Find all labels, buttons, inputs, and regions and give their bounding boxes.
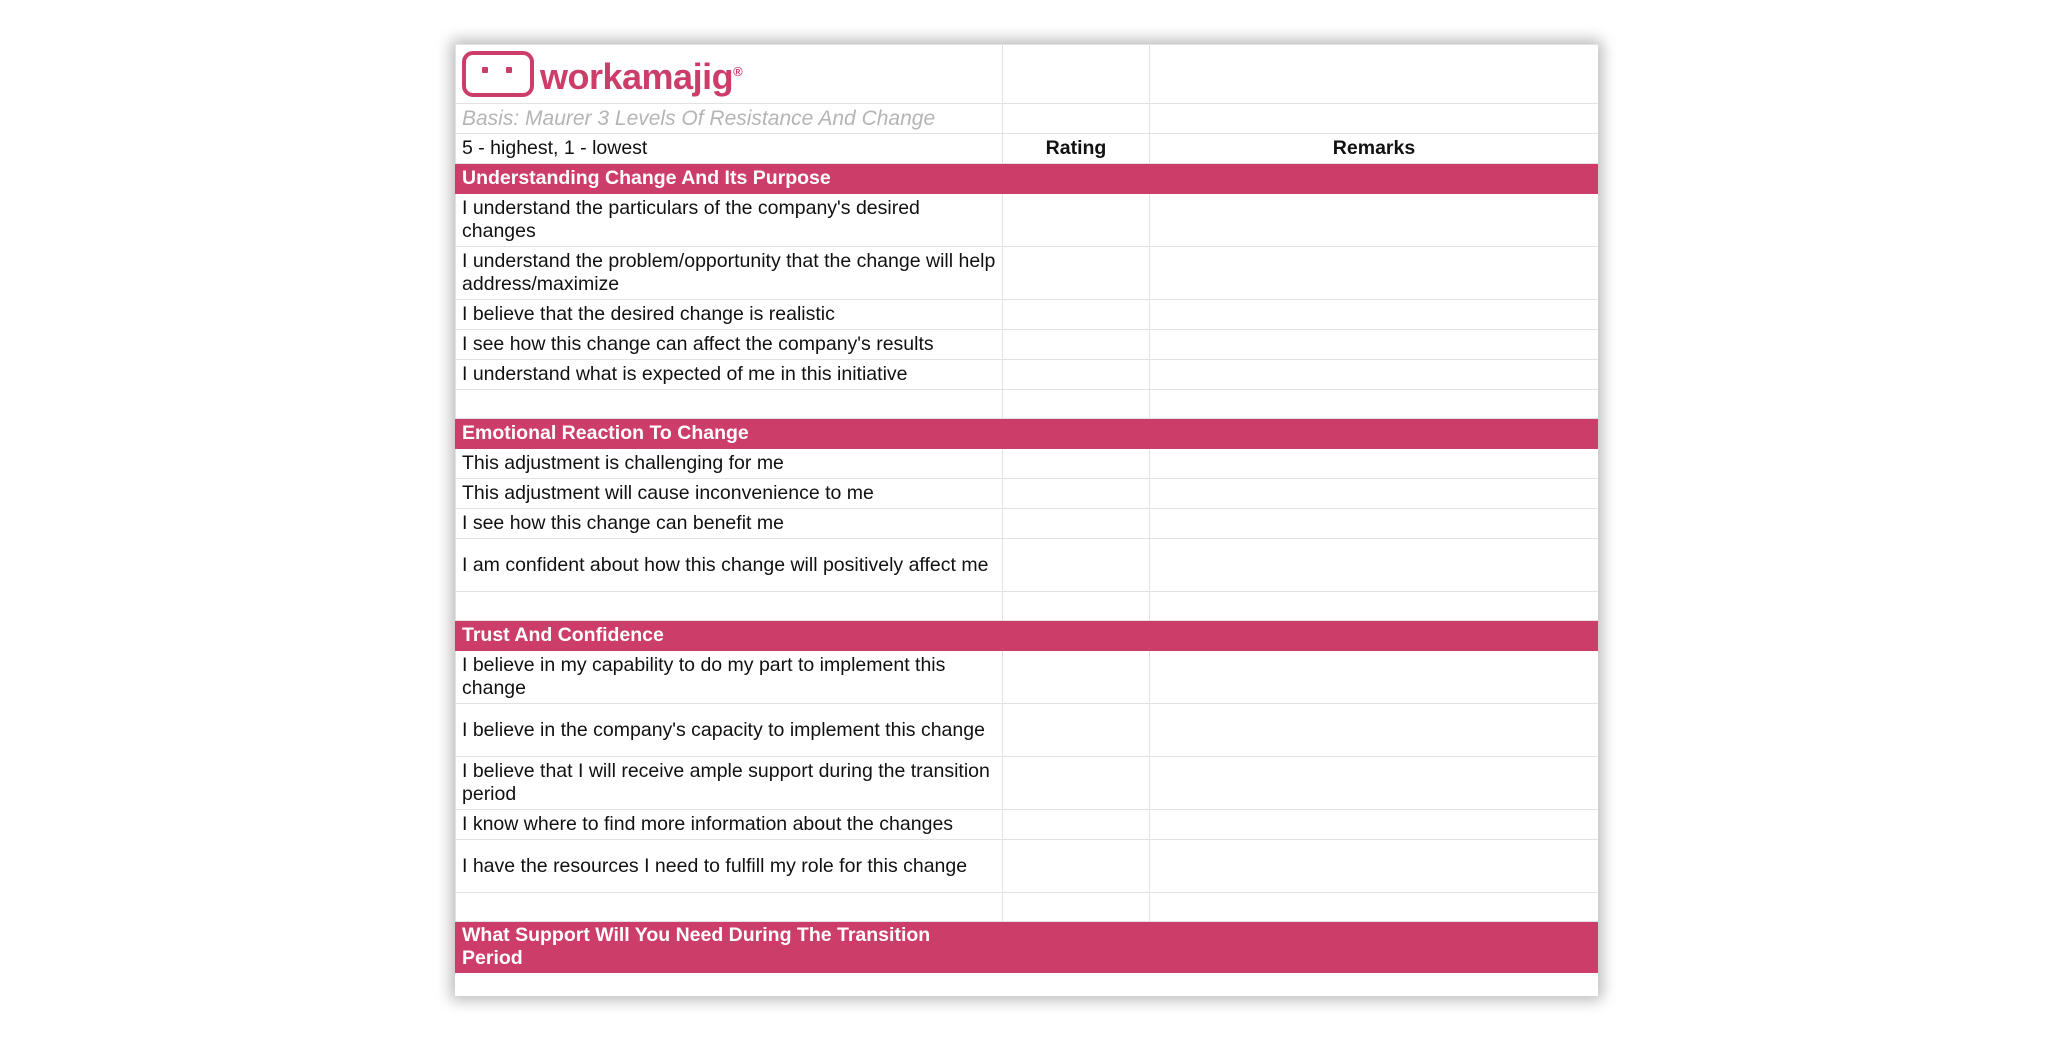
remarks-cell[interactable] [1150,300,1599,330]
remarks-cell[interactable] [1150,330,1599,360]
empty-cell[interactable] [456,390,1003,419]
section-remarks-cell[interactable] [1150,922,1599,973]
empty-cell[interactable] [1150,592,1599,621]
rating-cell[interactable] [1003,509,1150,539]
rating-cell[interactable] [1003,330,1150,360]
empty-cell[interactable] [456,592,1003,621]
spreadsheet [455,44,1598,996]
rating-cell[interactable] [1003,194,1150,247]
empty-row [456,592,1599,621]
statement-cell[interactable]: I understand the problem/opportunity that the change will help address/maximize [456,247,1003,300]
remarks-cell[interactable] [1150,651,1599,704]
statement-cell[interactable]: I believe that the desired change is realistic [456,300,1003,330]
remarks-cell[interactable] [1150,757,1599,810]
empty-row [456,390,1599,419]
scale-legend[interactable]: 5 - highest, 1 - lowest [456,134,1003,164]
survey-table [455,44,1598,973]
table-row [456,840,1599,893]
table-row [456,194,1599,247]
table-row [456,704,1599,757]
empty-cell[interactable] [1150,390,1599,419]
table-row [456,360,1599,390]
workamajig-logo [462,51,996,97]
statement-cell[interactable]: I see how this change can benefit me [456,509,1003,539]
table-row [456,651,1599,704]
section-title[interactable]: Trust And Confidence [456,621,1003,651]
statement-cell[interactable]: I believe in the company's capacity to implement this change [456,704,1003,757]
empty-row [456,893,1599,922]
remarks-cell[interactable] [1150,509,1599,539]
empty-cell[interactable] [1150,45,1599,104]
table-row [456,449,1599,479]
remarks-cell[interactable] [1150,360,1599,390]
statement-cell[interactable]: I have the resources I need to fulfill my role for this change [456,840,1003,893]
rating-cell[interactable] [1003,479,1150,509]
empty-cell[interactable] [1003,592,1150,621]
statement-cell[interactable]: I see how this change can affect the company's results [456,330,1003,360]
table-row [456,757,1599,810]
section-title[interactable]: Emotional Reaction To Change [456,419,1003,449]
logo-row [456,45,1599,104]
rating-cell[interactable] [1003,840,1150,893]
section-remarks-cell[interactable] [1150,621,1599,651]
empty-cell[interactable] [1003,104,1150,134]
rating-cell[interactable] [1003,539,1150,592]
section-remarks-cell[interactable] [1150,419,1599,449]
statement-cell[interactable]: I am confident about how this change will positively affect me [456,539,1003,592]
table-row [456,479,1599,509]
remarks-cell[interactable] [1150,194,1599,247]
statement-cell[interactable]: I understand the particulars of the company's desired changes [456,194,1003,247]
rating-cell[interactable] [1003,757,1150,810]
rating-cell[interactable] [1003,651,1150,704]
section-title[interactable]: What Support Will You Need During The Transition Period [456,922,1003,973]
remarks-cell[interactable] [1150,704,1599,757]
section-header [456,621,1599,651]
section-rating-cell[interactable] [1003,922,1150,973]
section-rating-cell[interactable] [1003,419,1150,449]
section-header [456,922,1599,973]
rating-cell[interactable] [1003,247,1150,300]
rating-cell[interactable] [1003,300,1150,330]
logo-wordmark: workamajig® [540,55,743,97]
rating-column-header[interactable]: Rating [1003,134,1150,164]
remarks-column-header[interactable]: Remarks [1150,134,1599,164]
header-row [456,134,1599,164]
logo-cell[interactable] [456,45,1003,104]
rating-cell[interactable] [1003,704,1150,757]
statement-cell[interactable]: I understand what is expected of me in this initiative [456,360,1003,390]
remarks-cell[interactable] [1150,840,1599,893]
table-row [456,810,1599,840]
basis-text[interactable]: Basis: Maurer 3 Levels Of Resistance And Change [456,104,1003,134]
remarks-cell[interactable] [1150,449,1599,479]
statement-cell[interactable]: I know where to find more information about the changes [456,810,1003,840]
section-remarks-cell[interactable] [1150,164,1599,194]
remarks-cell[interactable] [1150,479,1599,509]
statement-cell[interactable]: This adjustment will cause inconvenience to me [456,479,1003,509]
remarks-cell[interactable] [1150,539,1599,592]
table-row [456,539,1599,592]
rating-cell[interactable] [1003,360,1150,390]
section-header [456,419,1599,449]
empty-cell[interactable] [1150,893,1599,922]
table-row [456,509,1599,539]
statement-cell[interactable]: This adjustment is challenging for me [456,449,1003,479]
empty-cell[interactable] [1003,893,1150,922]
robot-face-icon [462,51,534,97]
section-header [456,164,1599,194]
rating-cell[interactable] [1003,810,1150,840]
remarks-cell[interactable] [1150,810,1599,840]
statement-cell[interactable]: I believe that I will receive ample support during the transition period [456,757,1003,810]
empty-cell[interactable] [1150,104,1599,134]
table-row [456,300,1599,330]
section-rating-cell[interactable] [1003,164,1150,194]
rating-cell[interactable] [1003,449,1150,479]
empty-cell[interactable] [1003,45,1150,104]
remarks-cell[interactable] [1150,247,1599,300]
empty-cell[interactable] [1003,390,1150,419]
section-rating-cell[interactable] [1003,621,1150,651]
basis-row [456,104,1599,134]
table-row [456,247,1599,300]
statement-cell[interactable]: I believe in my capability to do my part to implement this change [456,651,1003,704]
section-title[interactable]: Understanding Change And Its Purpose [456,164,1003,194]
table-row [456,330,1599,360]
empty-cell[interactable] [456,893,1003,922]
